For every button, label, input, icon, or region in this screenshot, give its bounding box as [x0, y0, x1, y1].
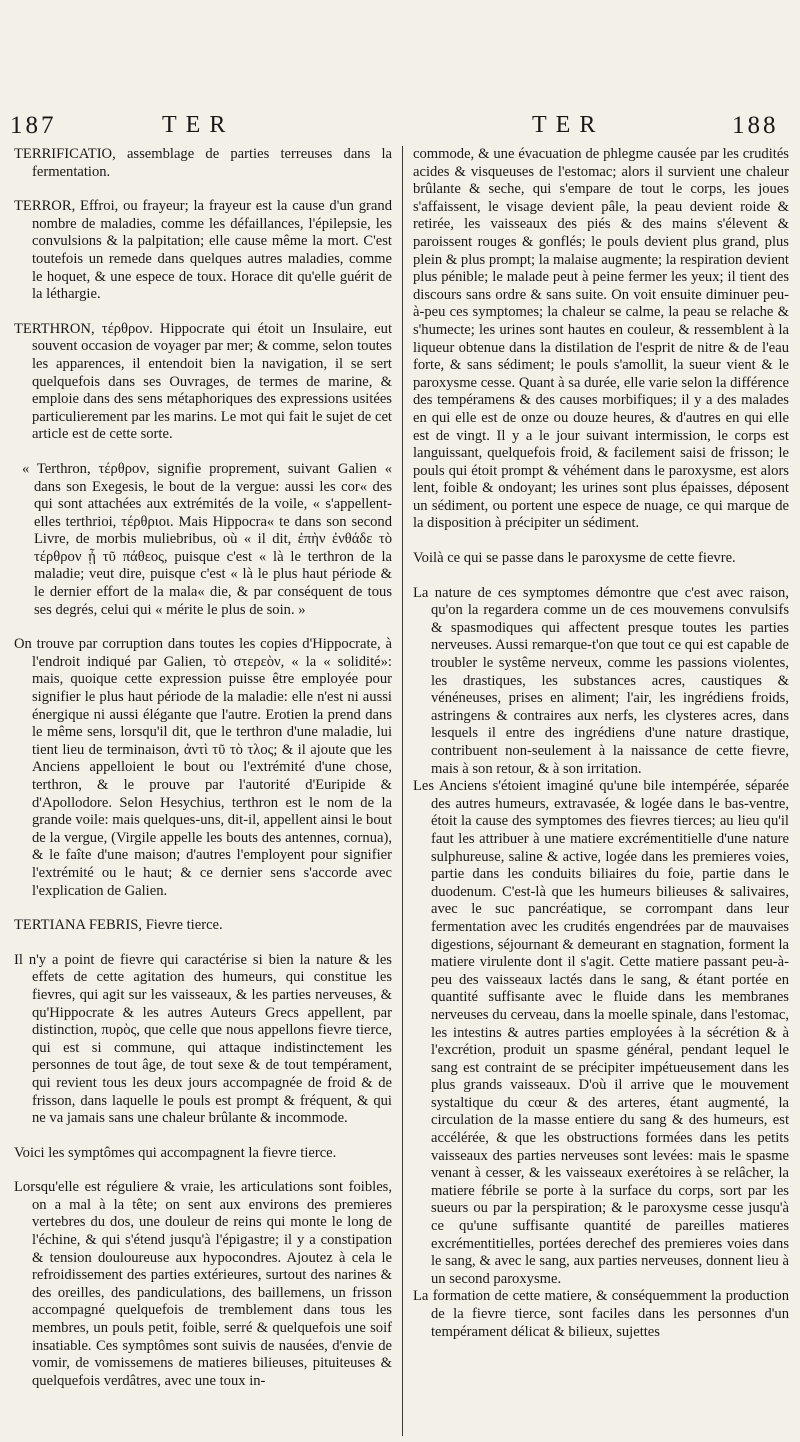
nature-paragraph: La nature de ces symptomes démontre que c'est avec raison, qu'on la regardera comme un de ces mouvemens convulsifs & spasmodiques qui affectent presque toutes les parties nerveuses. Aussi remarque-t'on que tout ce qui est capable de troubler le systême nerveux, comme les passions violentes, les drastiques, les substances acres, caustiques & vénéneuses, prises en aliment; l'air, les ingrédiens froids, astringens & contraires aux nerfs, les clysteres acres, dans lesquels il entre des ingrédiens d'une nature drastique, contribuent non-seulement à la naissance de cette fievre, mais à son retour, & à son irritation. [413, 584, 789, 777]
page-number-left: 187 [10, 112, 57, 139]
anciens-paragraph: Les Anciens s'étoient imaginé qu'une bile intempérée, séparée des autres humeurs, extravasée, & logée dans le bas-ventre, étoit la cause des symptomes des fievres tierces; au lieu qu'il faut les attribuer à une matiere excrémentitielle d'une nature sulphureuse, saline & active, logée dans les premieres voies, partie dans les conduits biliaires du foie, partie dans le duodenum. C'est-là que les humeurs bilieuses & salivaires, avec le suc pancréatique, se corrompant dans leur fermentation avec les crudités engendrées par de mauvaises digestions, séjournant & demeurant en stagnation, forment la matiere virulente dont il s'agit. Cette matiere passant peu-à-peu des vaisseaux lactés dans le sang, & étant portée en quantité suffisante avec le fluide dans les membranes nerveuses du cerveau, dans la moelle spinale, dans l'estomac, les intestins & autres parties employées à la sécrétion & à l'excrétion, produit un spasme général, pendant lequel le sang est contraint de se précipiter impétueusement dans les plus grands vaisseaux. D'où il arrive que le mouvement systaltique du cœur & des arteres, étant augmenté, la circulation de la masse entiere du sang & des humeurs, est accélérée, & que les obstructions formées dans les petits vaisseaux des parties nerveuses sont levées: mais le spasme venant à cesser, & les vaisseaux exerétoires à se relâcher, la matiere fébrile se porte à la surface du corps, sort par les sueurs ou par la perspiration; & le paroxysme cesse jusqu'à ce qu'une suffisante quantité de pareilles matieres excrémentitielles, portées derechef des premieres voies dans le sang, & avec le sang, aux parties nerveuses, donnent lieu à un second paroxysme. [413, 778, 789, 1287]
column-divider [402, 146, 403, 1436]
symptomes-intro: Voici les symptômes qui accompagnent la fievre tierce. [14, 1144, 337, 1161]
running-header [0, 108, 800, 144]
running-head-left: TER [162, 112, 235, 138]
paroxysme-line: Voilà ce qui se passe dans le paroxysme de cette fievre. [413, 550, 736, 567]
page-number-right: 188 [732, 112, 779, 139]
right-column [413, 146, 789, 1436]
fievre-tierce-paragraph: Il n'y a point de fievre qui caractérise si bien la nature & les effets de cette agitation des humeurs, qui constitue les fievres, qui agit sur les vaisseaux, & les parties nerveuses, & qu'Hippocrate & les autres Auteurs Grecs appellent, par distinction, πυρὸς, que celle que nous appellons fievre tierce, qui est si commune, qui attaque indistinctement les personnes de tout âge, de tout sexe & de tout tempérament, qui revient tous les deux jours accompagnée de froid & de frisson, dans laquelle le pouls est prompt & fréquent, & qui ne va jamais sans une chaleur brûlante & incommode. [14, 951, 392, 1127]
entry-terrificatio: TERRIFICATIO, assemblage de parties terreuses dans la fermentation. [14, 146, 392, 180]
left-column [14, 146, 392, 1436]
entry-tertiana-febris: TERTIANA FEBRIS, Fievre tierce. [14, 917, 223, 934]
symptomes-paragraph: Lorsqu'elle est réguliere & vraie, les articulations sont foibles, on a mal à la tête; on sent aux environs des premieres vertebres du dos, une douleur de reins qui monte le long de l'échine, & qui s'étend jusqu'à l'épigastre; il y a constipation & tension douloureuse aux hypocondres. Ajoutez à cela le refroidissement des parties extérieures, surtout des narines & des oreilles, des pandiculations, des baillemens, un frisson accompagné quelquefois de tremblement dans tous les membres, un pouls petit, foible, serré & quelquefois une soif insatiable. Ces symptômes sont suivis de nausées, d'envie de vomir, de vomissemens de matieres bilieuses, pituiteuses & quelquefois verdâtres, avec une toux in- [14, 1179, 392, 1389]
formation-paragraph: La formation de cette matiere, & conséquemment la production de la fievre tierce, sont faciles dans les personnes d'un tempérament délicat & bilieux, sujettes [413, 1288, 789, 1340]
galien-quotation: « Terthron, τέρθρον, signifie proprement, suivant Galien « dans son Exegesis, le bout de la vergue: aussi les cor« des qui sont attachées aux extrémités de la voile, « s'appellent-elles terthrioi, τέρθριοι. Mais Hippocra« te dans son second Livre, de morbis muliebribus, où « il dit, ἐπὴν ἐνθάδε τὸ τέρθρον ᾖ τῦ πάθεος, puisque c'est « là le terthron de la maladie; veut dire, puisque c'est « là le plus haut période & le dernier effort de la mala« die, & par conséquent de tous ses degrés, celui qui « mérite le plus de soin. » [22, 460, 392, 618]
running-head-right: TER [532, 112, 605, 138]
symptomes-continued: commode, & une évacuation de phlegme causée par les crudités acides & visqueuses de l'estomac; alors il survient une chaleur brûlante & seche, qui s'empare de tout le corps, les joues s'affaissent, le visage devient pâle, la peau devient roide & retirée, les vaisseaux des piés & des mains s'élevent & paroissent rouges & gonflés; le pouls devient plus grand, plus plein & plus prompt; la malaise augmente; la respiration devient plus pénible; le malade peut à peine fermer les yeux; il tient des discours sans ordre & sans suite. On voit ensuite diminuer peu-à-peu ces symptomes; la chaleur se calme, la peau se relache & s'humecte; les urines sont hautes en couleur, & ressemblent à la liqueur obtenue dans la distilation de l'esprit de nitre & de l'eau forte, & sans sédiment; le pouls s'amollit, la sueur vient & le paroxysme cesse. Quant à sa durée, elle varie selon la différence des tempéramens & des causes morbifiques; il y a des malades en qui elle est de onze ou douze heures, & d'autres en qui elle est de vingt. Il y a le jour suivant intermission, le corps est languissant, quelquefois froid, & facilement saisi de frisson; le pouls qui étoit prompt & véhément dans le paroxysme, est alors lent, foible & ondoyant; les urines sont plus épaisses, déposent un sédiment, ou portent une espece de nuage, ce qui marque de la disposition à précipiter un sédiment. [413, 146, 789, 532]
terthron-paragraph: On trouve par corruption dans toutes les copies d'Hippocrate, à l'endroit indiqué par Galien, τὸ στερεὸν, « la « solidité»: mais, quoique cette expression puisse être employée pour signifier le plus haut période de la maladie: elle n'est ni aussi énergique ni aussi élégante que l'autre. Erotien la prend dans le même sens, lorsqu'il dit, que le terthron d'une maladie, lui tient lieu de terminaison, ἀντὶ τῦ τὸ τλος; & il ajoute que les Anciens appelloient le bout ou l'extrémité d'une chose, terthron, & le prouve par l'autorité d'Euripide & d'Apollodore. Selon Hesychius, terthron est le nom de la grande voile: mais quelques-uns, dit-il, appellent ainsi le bout de la vergue, (Virgile appelle les bouts des antennes, cornua), & le faîte d'une maison; d'autres l'employent pour signifier l'extrémité ou le haut; & ce dernier sens s'accorde avec l'explication de Galien. [14, 636, 392, 899]
entry-terror: TERROR, Effroi, ou frayeur; la frayeur est la cause d'un grand nombre de maladies, comme les défaillances, l'épilepsie, les convulsions & la palpitation; elle cause même la mort. C'est toutefois un remede dans quelques autres maladies, comme le hoquet, & une espece de toux. Horace dit qu'elle guérit de la léthargie. [14, 198, 392, 303]
entry-terthron: TERTHRON, τέρθρον. Hippocrate qui étoit un Insulaire, eut souvent occasion de voyager par mer; & comme, selon toutes les apparences, il entendoit bien la navigation, il se sert quelquefois dans ses Ouvrages, de termes de marine, & emploie dans des sens métaphoriques des expressions usitées particulierement par les marins. Le mot qui fait le sujet de cet article est de cette sorte. [14, 320, 392, 443]
